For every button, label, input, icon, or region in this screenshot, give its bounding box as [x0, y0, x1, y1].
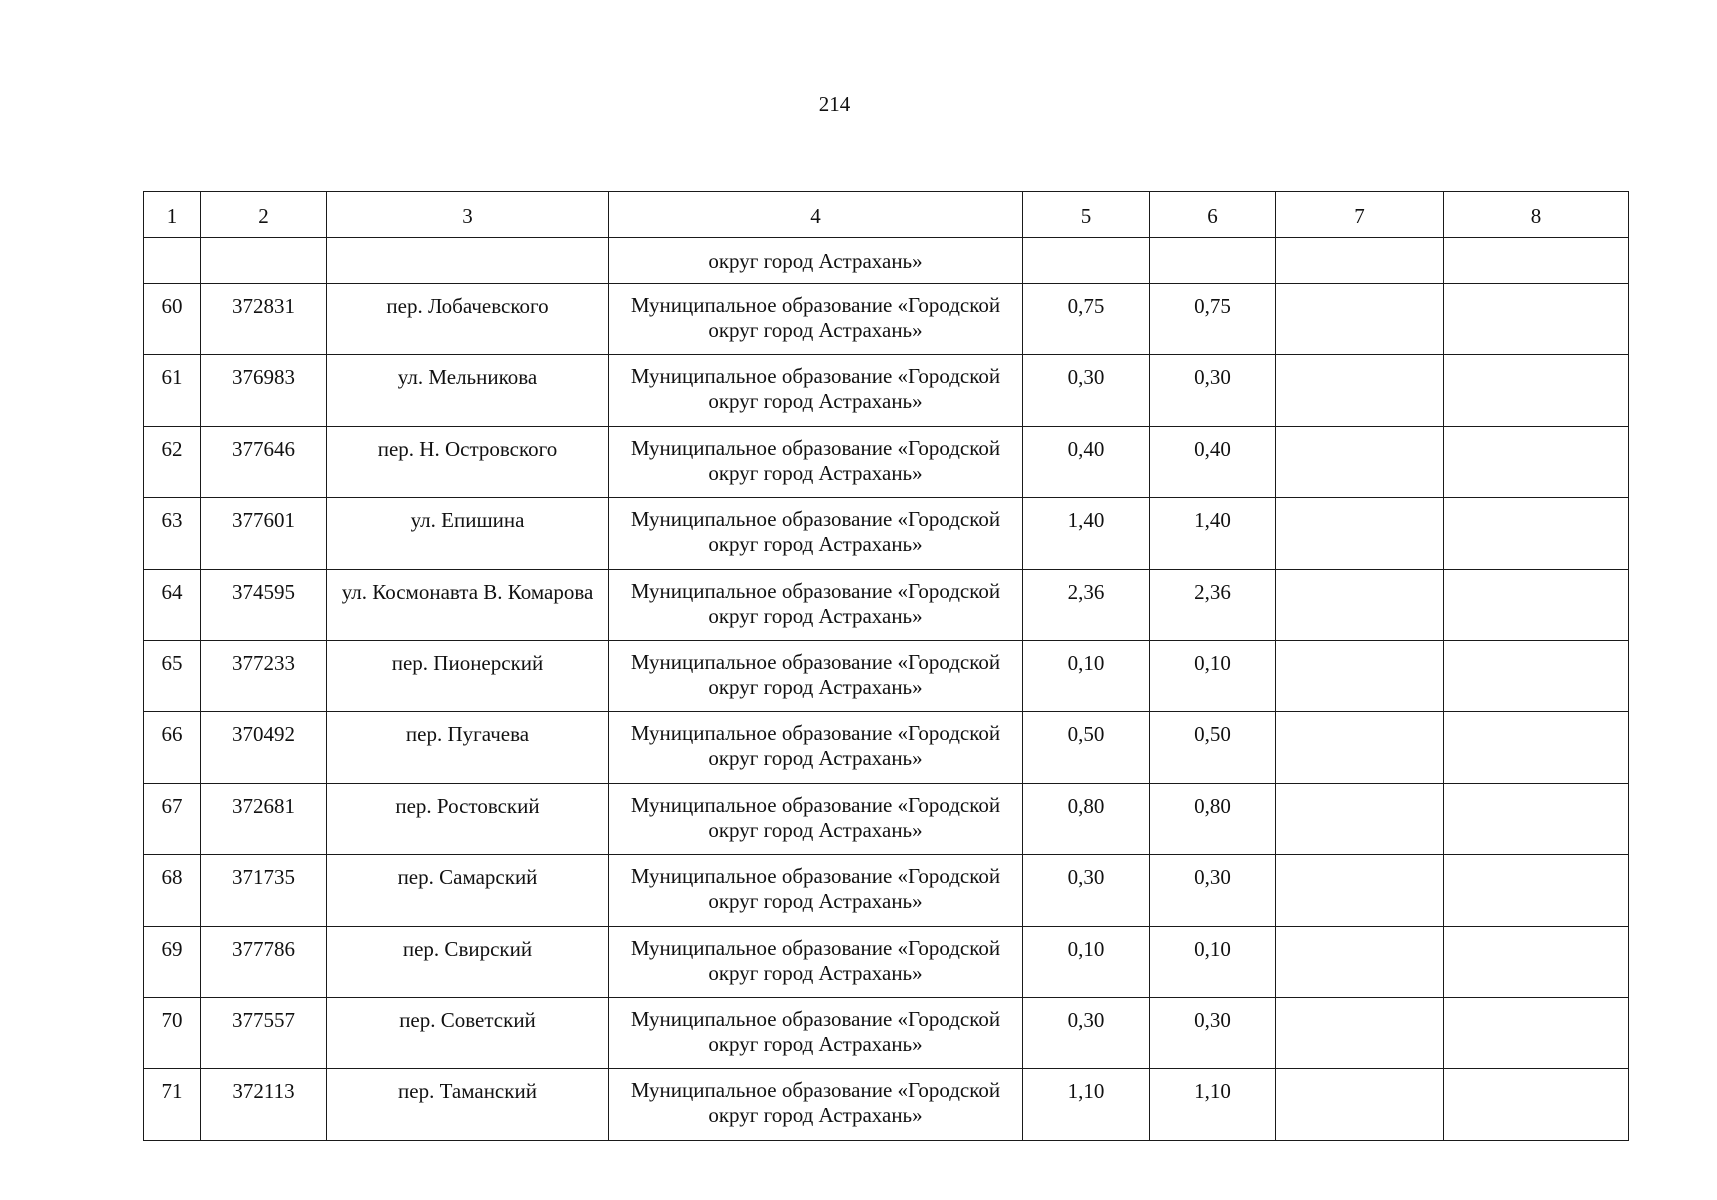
- column-8-value-cell: [1444, 569, 1629, 640]
- street-name-cell: пер. Самарский: [327, 855, 609, 926]
- column-7-value-cell: [1276, 926, 1444, 997]
- register-table-body: [144, 192, 1629, 1141]
- column-5-value-cell: 0,80: [1023, 783, 1150, 854]
- row-number-cell: 67: [144, 783, 201, 854]
- table-row: [144, 426, 1629, 497]
- owner-cell: Муниципальное образование «Городской округ город Астрахань»: [609, 783, 1023, 854]
- table-row: [144, 712, 1629, 783]
- owner-cell: Муниципальное образование «Городской округ город Астрахань»: [609, 997, 1023, 1068]
- object-code-cell: 377601: [201, 498, 327, 569]
- column-6-value-cell: 2,36: [1150, 569, 1276, 640]
- column-number-4: 4: [609, 192, 1023, 238]
- column-8-value-cell: [1444, 997, 1629, 1068]
- column-number-3: 3: [327, 192, 609, 238]
- column-8-value-cell: [1444, 498, 1629, 569]
- column-7-value-cell: [1276, 712, 1444, 783]
- row-number-cell: 60: [144, 284, 201, 355]
- table-row: [144, 997, 1629, 1068]
- column-8-value-cell: [1444, 355, 1629, 426]
- object-code-cell: 377233: [201, 640, 327, 711]
- street-name-cell: ул. Космонавта В. Комарова: [327, 569, 609, 640]
- owner-cell: Муниципальное образование «Городской округ город Астрахань»: [609, 569, 1023, 640]
- column-6-value-cell: 0,50: [1150, 712, 1276, 783]
- column-6-value-cell: 1,10: [1150, 1069, 1276, 1140]
- owner-cell: Муниципальное образование «Городской округ город Астрахань»: [609, 926, 1023, 997]
- object-code-cell: 376983: [201, 355, 327, 426]
- table-row: [144, 355, 1629, 426]
- column-5-value-cell: 0,50: [1023, 712, 1150, 783]
- street-name-cell: пер. Советский: [327, 997, 609, 1068]
- column-6-value-cell: 0,40: [1150, 426, 1276, 497]
- row-number-cell: 66: [144, 712, 201, 783]
- column-6-value-cell: 0,30: [1150, 355, 1276, 426]
- continuation-cell: [201, 238, 327, 284]
- object-code-cell: 371735: [201, 855, 327, 926]
- table-row: [144, 926, 1629, 997]
- column-7-value-cell: [1276, 569, 1444, 640]
- register-table: [143, 191, 1629, 1141]
- column-number-5: 5: [1023, 192, 1150, 238]
- object-code-cell: 372113: [201, 1069, 327, 1140]
- table-row: [144, 855, 1629, 926]
- column-8-value-cell: [1444, 1069, 1629, 1140]
- owner-cell: Муниципальное образование «Городской округ город Астрахань»: [609, 426, 1023, 497]
- continuation-cell: [1023, 238, 1150, 284]
- column-number-header-row: [144, 192, 1629, 238]
- column-6-value-cell: 1,40: [1150, 498, 1276, 569]
- continuation-row: [144, 238, 1629, 284]
- object-code-cell: 374595: [201, 569, 327, 640]
- column-5-value-cell: 1,10: [1023, 1069, 1150, 1140]
- column-6-value-cell: 0,80: [1150, 783, 1276, 854]
- column-6-value-cell: 0,30: [1150, 997, 1276, 1068]
- column-5-value-cell: 0,40: [1023, 426, 1150, 497]
- column-5-value-cell: 0,10: [1023, 926, 1150, 997]
- row-number-cell: 62: [144, 426, 201, 497]
- table-row: [144, 1069, 1629, 1140]
- continuation-owner-cell: округ город Астрахань»: [609, 238, 1023, 284]
- row-number-cell: 65: [144, 640, 201, 711]
- column-5-value-cell: 0,30: [1023, 855, 1150, 926]
- owner-cell: Муниципальное образование «Городской округ город Астрахань»: [609, 640, 1023, 711]
- street-name-cell: ул. Епишина: [327, 498, 609, 569]
- column-5-value-cell: 0,75: [1023, 284, 1150, 355]
- object-code-cell: 372831: [201, 284, 327, 355]
- table-row: [144, 498, 1629, 569]
- column-number-6: 6: [1150, 192, 1276, 238]
- continuation-cell: [144, 238, 201, 284]
- column-6-value-cell: 0,10: [1150, 640, 1276, 711]
- owner-cell: Муниципальное образование «Городской округ город Астрахань»: [609, 855, 1023, 926]
- row-number-cell: 71: [144, 1069, 201, 1140]
- object-code-cell: 377557: [201, 997, 327, 1068]
- column-8-value-cell: [1444, 855, 1629, 926]
- column-7-value-cell: [1276, 426, 1444, 497]
- row-number-cell: 61: [144, 355, 201, 426]
- object-code-cell: 370492: [201, 712, 327, 783]
- column-7-value-cell: [1276, 640, 1444, 711]
- page-number: [0, 92, 1717, 116]
- column-5-value-cell: 0,30: [1023, 997, 1150, 1068]
- street-name-cell: пер. Пионерский: [327, 640, 609, 711]
- column-8-value-cell: [1444, 926, 1629, 997]
- row-number-cell: 69: [144, 926, 201, 997]
- street-name-cell: пер. Н. Островского: [327, 426, 609, 497]
- object-code-cell: 377646: [201, 426, 327, 497]
- street-name-cell: пер. Лобачевского: [327, 284, 609, 355]
- column-number-7: 7: [1276, 192, 1444, 238]
- street-name-cell: пер. Свирский: [327, 926, 609, 997]
- table-row: [144, 284, 1629, 355]
- street-name-cell: пер. Пугачева: [327, 712, 609, 783]
- column-8-value-cell: [1444, 712, 1629, 783]
- row-number-cell: 70: [144, 997, 201, 1068]
- page-number-text: 214: [818, 92, 851, 116]
- column-8-value-cell: [1444, 426, 1629, 497]
- continuation-cell: [1444, 238, 1629, 284]
- column-7-value-cell: [1276, 855, 1444, 926]
- column-5-value-cell: 1,40: [1023, 498, 1150, 569]
- column-7-value-cell: [1276, 355, 1444, 426]
- street-name-cell: пер. Ростовский: [327, 783, 609, 854]
- column-8-value-cell: [1444, 284, 1629, 355]
- table-row: [144, 783, 1629, 854]
- column-5-value-cell: 2,36: [1023, 569, 1150, 640]
- column-7-value-cell: [1276, 498, 1444, 569]
- continuation-cell: [327, 238, 609, 284]
- column-6-value-cell: 0,30: [1150, 855, 1276, 926]
- owner-cell: Муниципальное образование «Городской округ город Астрахань»: [609, 712, 1023, 783]
- column-6-value-cell: 0,10: [1150, 926, 1276, 997]
- column-8-value-cell: [1444, 783, 1629, 854]
- row-number-cell: 68: [144, 855, 201, 926]
- continuation-cell: [1276, 238, 1444, 284]
- owner-cell: Муниципальное образование «Городской округ город Астрахань»: [609, 1069, 1023, 1140]
- column-7-value-cell: [1276, 1069, 1444, 1140]
- column-8-value-cell: [1444, 640, 1629, 711]
- column-number-2: 2: [201, 192, 327, 238]
- owner-cell: Муниципальное образование «Городской округ город Астрахань»: [609, 498, 1023, 569]
- row-number-cell: 64: [144, 569, 201, 640]
- owner-cell: Муниципальное образование «Городской округ город Астрахань»: [609, 284, 1023, 355]
- column-number-1: 1: [144, 192, 201, 238]
- table-row: [144, 640, 1629, 711]
- object-code-cell: 377786: [201, 926, 327, 997]
- owner-cell: Муниципальное образование «Городской округ город Астрахань»: [609, 355, 1023, 426]
- column-6-value-cell: 0,75: [1150, 284, 1276, 355]
- street-name-cell: пер. Таманский: [327, 1069, 609, 1140]
- street-name-cell: ул. Мельникова: [327, 355, 609, 426]
- column-5-value-cell: 0,10: [1023, 640, 1150, 711]
- column-5-value-cell: 0,30: [1023, 355, 1150, 426]
- continuation-cell: [1150, 238, 1276, 284]
- column-7-value-cell: [1276, 284, 1444, 355]
- table-row: [144, 569, 1629, 640]
- column-7-value-cell: [1276, 783, 1444, 854]
- column-number-8: 8: [1444, 192, 1629, 238]
- column-7-value-cell: [1276, 997, 1444, 1068]
- object-code-cell: 372681: [201, 783, 327, 854]
- row-number-cell: 63: [144, 498, 201, 569]
